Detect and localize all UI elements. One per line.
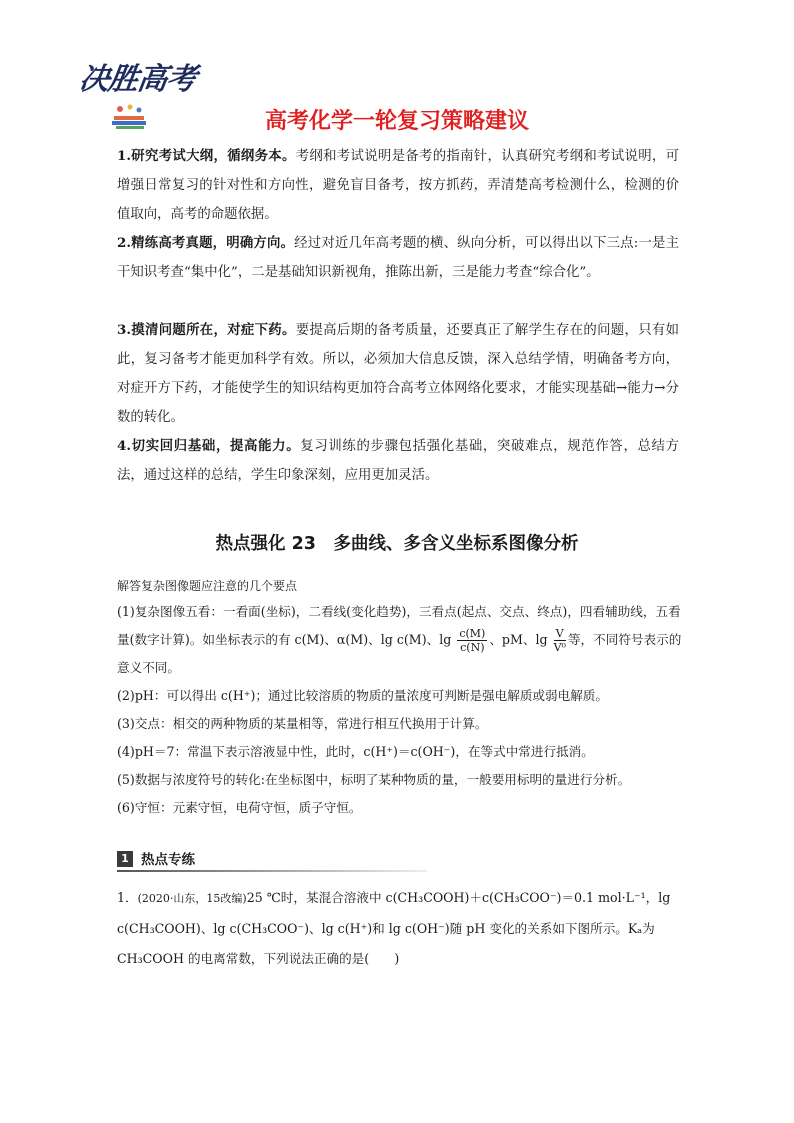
strategy-item [117, 142, 679, 229]
training-badge: 1 [117, 851, 133, 867]
training-header [117, 849, 427, 871]
section-title: 热点强化 23 多曲线、多含义坐标系图像分析 [215, 534, 579, 554]
question-text: 25 ℃时，某混合溶液中 c(CH₃COOH)＋c(CH₃COO⁻)＝0.1 mol·L⁻¹，lg c(CH₃COOH)、lg c(CH₃COO⁻)、lg c(H⁺)和 lg c(OH⁻)随 pH 变化的关系如下图所示。Kₐ为 CH₃COOH 的电离常数，下列说法正确的是( ) [117, 890, 671, 966]
requirement-heading: 解答复杂图像题应注意的几个要点 [117, 579, 298, 593]
fraction-cm-cn: $\frac{c(M)}{c(N)}$ [459, 627, 486, 654]
strategy-item [117, 229, 679, 287]
question-number: 1． [117, 890, 138, 905]
strategy-body: 经过对近几年高考题的横、纵向分析，可以得出以下三点:一是主干知识考查“集中化”，二是基础知识新视角，推陈出新，三是能力考查“综合化”。 [117, 236, 679, 280]
question-1 [117, 883, 683, 974]
point-2: (2)pH：可以得出 c(H⁺)；通过比较溶质的物质的量浓度可判断是强电解质或弱电解质。 [117, 688, 608, 703]
training-underline [117, 870, 427, 872]
strategy-lead: 3.摸清问题所在，对症下药。 [117, 322, 296, 338]
strategy-body: 要提高后期的备考质量，还要真正了解学生存在的问题，只有如此，复习备考才能更加科学有效。所以，必须加大信息反馈，深入总结学情，明确备考方向，对症开方下药，才能使学生的知识结构更加符合高考立体网络化要求，才能实现基础→能力→分数的转化。 [117, 323, 680, 425]
strategy-item [117, 316, 679, 432]
point-4: (4)pH＝7：常温下表示溶液显中性，此时，c(H⁺)＝c(OH⁻)，在等式中常进行抵消。 [117, 744, 594, 759]
strategy-body: 复习训练的步骤包括强化基础，突破难点，规范作答，总结方法，通过这样的总结，学生印象深刻，应用更加灵活。 [117, 439, 679, 483]
fraction-v-v0: $\frac{V}{\text{V⁰}}$ [553, 627, 566, 654]
point-3: (3)交点：相交的两种物质的某量相等，常进行相互代换用于计算。 [117, 716, 488, 731]
logo-text: 决胜高考 [77, 62, 198, 97]
point-1: (1)复杂图像五看：一看面(坐标)，二看线(变化趋势)，三看点(起点、交点、终点)，四看辅助线，五看量(数字计算)。如坐标表示的有 c(M)、α(M)、lg c(M)、lg $\frac{c(M)}{c(N)}$ 、pM、lg $\frac{V}{\text{V⁰}}$ 等，不同符号表示的意义不同。 [117, 604, 682, 675]
question-source: (2020·山东，15改编) [137, 892, 247, 905]
point-6: (6)守恒：元素守恒，电荷守恒，质子守恒。 [117, 800, 362, 815]
training-label: 热点专练 [141, 852, 195, 868]
point-5: (5)数据与浓度符号的转化:在坐标图中，标明了某种物质的量，一般要用标明的量进行分析。 [117, 772, 631, 787]
strategy-lead: 4.切实回归基础，提高能力。 [117, 438, 301, 454]
points-list [117, 598, 683, 822]
strategy-item [117, 432, 679, 490]
page-title: 高考化学一轮复习策略建议 [264, 109, 529, 134]
strategy-body: 考纲和考试说明是备考的指南针，认真研究考纲和考试说明，可增强日常复习的针对性和方向性，避免盲目备考，按方抓药，弄清楚高考检测什么，检测的价值取向，高考的命题依据。 [117, 149, 680, 222]
strategy-lead: 2.精练高考真题，明确方向。 [117, 235, 295, 251]
strategy-lead: 1.研究考试大纲，循纲务本。 [117, 148, 296, 164]
